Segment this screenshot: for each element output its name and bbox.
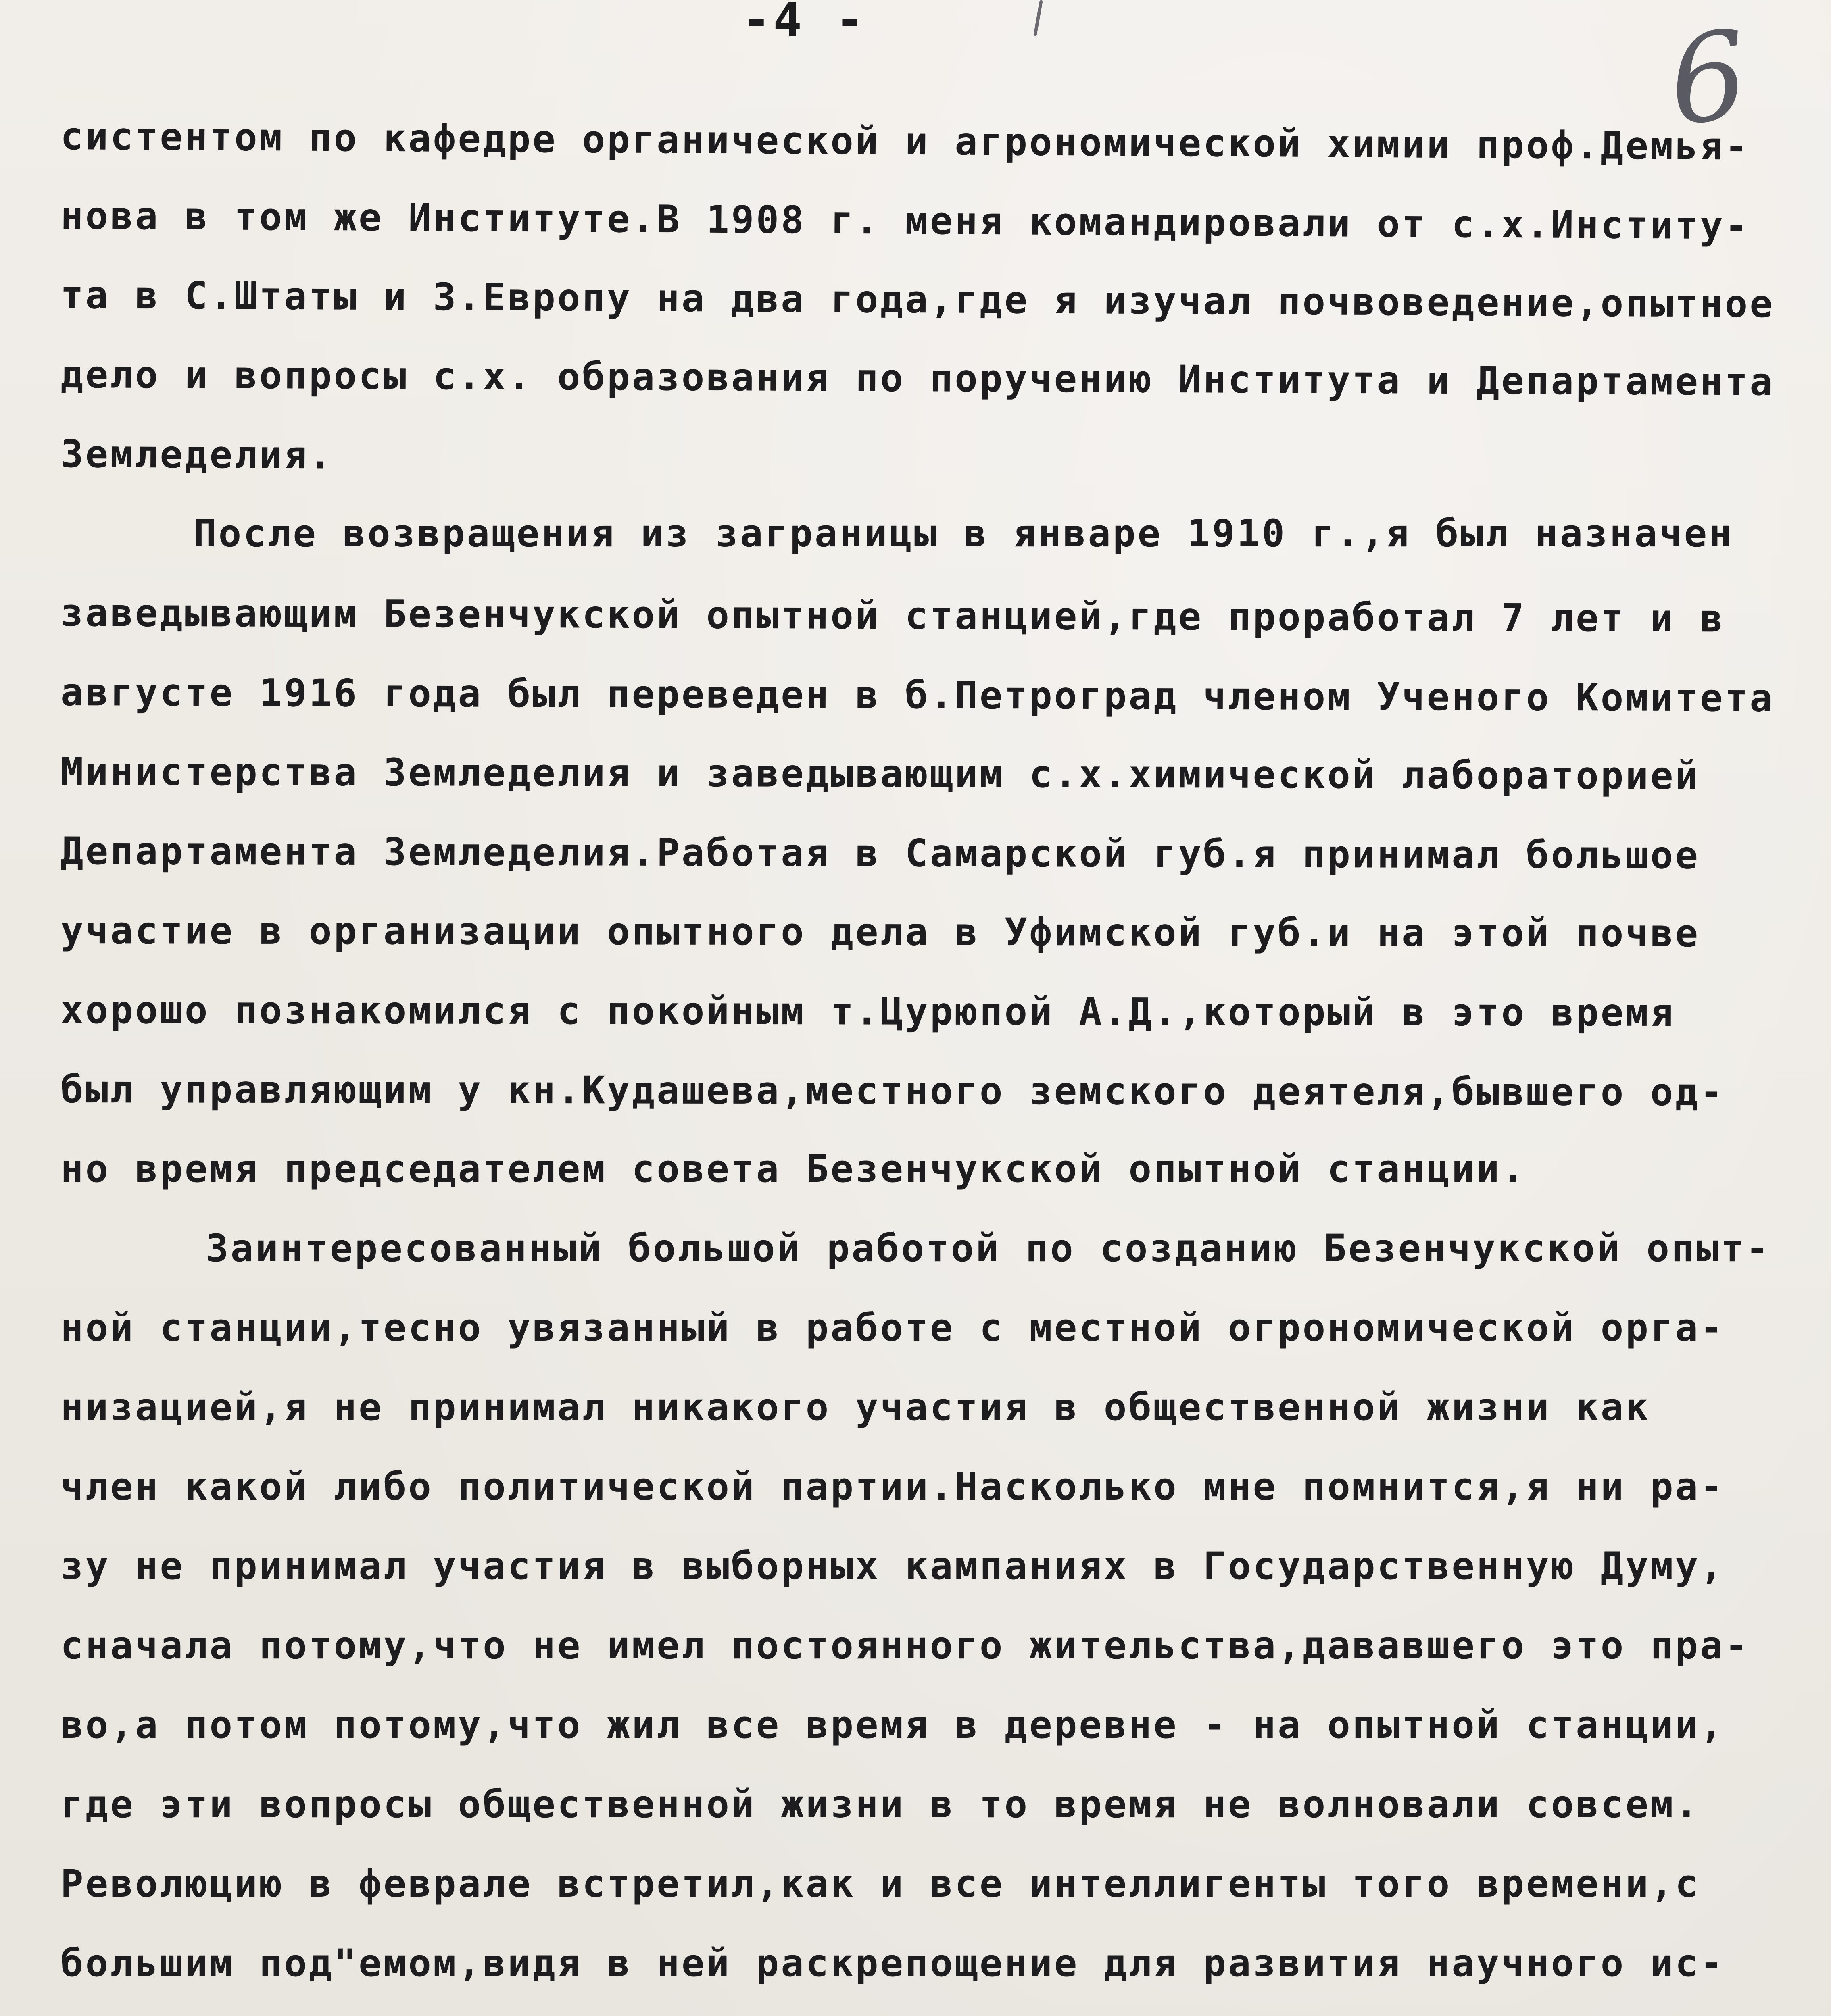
text-line: нова в том же Институте.В 1908 г. меня командировали от с.х.Институ- bbox=[60, 194, 1750, 248]
page-number: -4 - bbox=[742, 0, 867, 48]
text-line: низацией,я не принимал никакого участия в общественной жизни как bbox=[60, 1385, 1650, 1429]
text-line: систентом по кафедре органической и агрономической химии проф.Демья- bbox=[60, 115, 1750, 169]
text-line: участие в организации опытного дела в Уфимской губ.и на этой почве bbox=[60, 909, 1700, 956]
text-line: был управляющим у кн.Кудашева,местного земского деятеля,бывшего од- bbox=[60, 1068, 1725, 1115]
text-line: та в С.Штаты и З.Европу на два года,где я изучал почвоведение,опытное bbox=[60, 273, 1775, 327]
text-line: член какой либо политической партии.Насколько мне помнится,я ни ра- bbox=[60, 1465, 1725, 1509]
typed-text-body bbox=[60, 97, 1775, 2016]
text-line: во,а потом потому,что жил все время в деревне - на опытной станции, bbox=[60, 1703, 1725, 1747]
text-line: Департамента Земледелия.Работая в Самарской губ.я принимал большое bbox=[60, 829, 1700, 878]
text-line: ной станции,тесно увязанный в работе с местной огрономической орга- bbox=[60, 1306, 1725, 1350]
pencil-stroke-mark bbox=[1033, 0, 1043, 36]
text-line: но время председателем совета Безенчукской опытной станции. bbox=[60, 1147, 1526, 1191]
text-line: августе 1916 года был переведен в б.Петроград членом Ученого Комитета bbox=[60, 671, 1775, 721]
text-line: Министерства Земледелия и заведывающим с.х.химической лабораторией bbox=[60, 750, 1700, 798]
text-line: хорошо познакомился с покойным т.Цурюпой А.Д.,который в это время bbox=[60, 988, 1675, 1035]
text-line: заведывающим Безенчукской опытной станцией,где проработал 7 лет и в bbox=[60, 591, 1725, 641]
text-line: Революцию в феврале встретил,как и все интеллигенты того времени,с bbox=[60, 1862, 1700, 1906]
text-line: Земледелия. bbox=[60, 432, 334, 478]
text-line: Заинтересованный большой работой по созданию Безенчукской опыт- bbox=[206, 1227, 1771, 1270]
text-line: большим под"емом,видя в ней раскрепощение для развития научного ис- bbox=[60, 1941, 1725, 1985]
text-line: зу не принимал участия в выборных кампаниях в Государственную Думу, bbox=[60, 1544, 1725, 1588]
handwritten-page-mark: 6 bbox=[1662, 4, 1754, 153]
text-line: где эти вопросы общественной жизни в то время не волновали совсем. bbox=[60, 1783, 1700, 1826]
text-line: дело и вопросы с.х. образования по поручению Института и Департамента bbox=[60, 353, 1775, 404]
text-line bbox=[60, 2003, 1754, 2016]
text-line: сначала потому,что не имел постоянного жительства,дававшего это пра- bbox=[60, 1624, 1750, 1668]
text-line: После возвращения из заграницы в январе 1910 г.,я был назначен bbox=[194, 512, 1734, 556]
